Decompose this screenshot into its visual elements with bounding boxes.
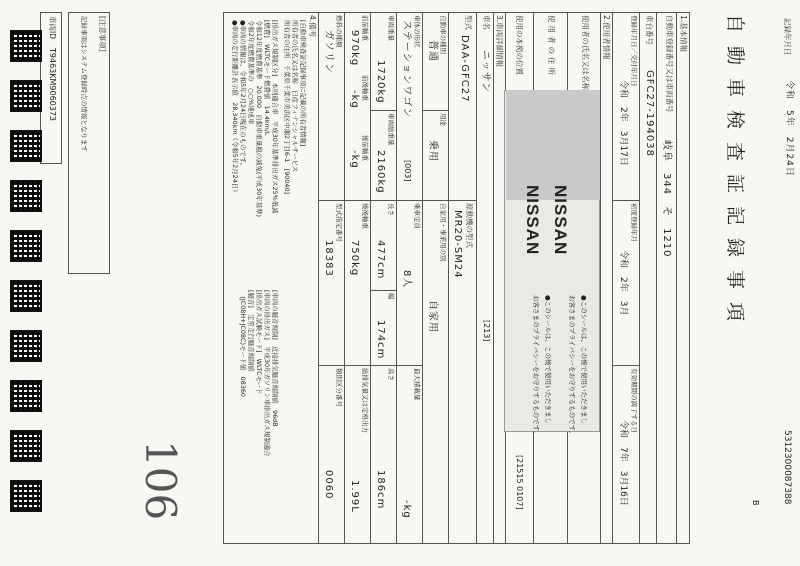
- type-approval-label: 型式指定番号: [335, 203, 343, 242]
- nissan-logo-2: NISSAN: [523, 185, 542, 256]
- category-label: 類別区分番号: [335, 368, 343, 407]
- remarks-line: [車両の騒音規制] 近接排気騒音規制値 96dB: [271, 290, 279, 427]
- notes-text: 記録事項はシステム登録時点の情報となります: [80, 16, 88, 152]
- remarks-line: [騒音] 定常走行騒音規制値: [247, 290, 255, 372]
- expiry-label: 有効期間の満了する日: [630, 368, 638, 433]
- qr-code-icon: [10, 280, 42, 312]
- maker-label: 車名: [482, 15, 491, 30]
- user-name-label: 使用者の氏名又は名称: [581, 15, 590, 90]
- qr-code-icon: [10, 330, 42, 362]
- base-location-label: 使用の本拠の位置: [515, 15, 524, 75]
- front-axle-label: 前前軸重: [361, 15, 369, 41]
- use-label: 用途: [439, 113, 447, 126]
- sticker-note-4: お客さまのプライバシーをお守りするものです。: [532, 295, 540, 438]
- postal-code: [21515 0107]: [515, 455, 524, 510]
- engine-model-value: MR20-SM24: [452, 210, 463, 279]
- fuel-value: ガソリン: [323, 30, 334, 74]
- initial-reg-value: 令和 2年 3月: [618, 250, 628, 316]
- document-number: 5312300087388: [782, 430, 792, 505]
- qr-code-icon: [10, 430, 42, 462]
- vehicle-id-value: T9463KM9060373: [48, 48, 57, 122]
- body-shape-value: ステーションワゴン: [401, 20, 412, 119]
- remarks-line: ●車両の走行距離計表示値 28,340km（令和5年2月24日）: [231, 20, 239, 196]
- remarks-line: (JC08H+JC08C)モード値 08360: [239, 290, 247, 397]
- rear-front-axle-value: -kg: [349, 150, 360, 169]
- vehicle-info-section-label: 3.車両詳細情報: [495, 15, 504, 68]
- body-shape-label: 車体の形状: [413, 15, 421, 48]
- maker-value: ニッサン: [480, 50, 491, 94]
- length-label: 長さ: [387, 203, 395, 216]
- maker-code: [213]: [482, 320, 491, 342]
- user-address-label: 使用者の住所: [547, 15, 556, 78]
- document-title: 自動車検査証記録事項: [724, 14, 746, 335]
- engine-model-label: 原動機の型式: [465, 203, 474, 248]
- qr-code-icon: [10, 380, 42, 412]
- gross-weight-label: 車両総重量: [387, 113, 395, 146]
- remarks-line: 令和12年度燃費基準 20.000 自動車重量税の減免(平成30年基準): [255, 20, 263, 217]
- qr-code-icon: [10, 130, 42, 162]
- rear-axle-label: 後後軸重: [361, 203, 369, 229]
- basic-info-section-label: 1.基本情報: [679, 15, 688, 53]
- length-value: 477cm: [375, 240, 386, 280]
- first-reg-value: 令和 2年 3月17日: [618, 80, 628, 166]
- remarks-line: [自動車検査証記録事項に記載の所有者情報]: [299, 20, 307, 147]
- displacement-value: 1.99L: [349, 480, 360, 513]
- max-load-label: 最大積載量: [413, 368, 421, 401]
- width-label: 幅: [387, 293, 395, 300]
- max-load-value: -kg: [401, 500, 412, 519]
- sticker-note-3: ●このシールは、この後で使用いただきまし: [544, 295, 552, 425]
- vehicle-type-value: 普通: [427, 40, 438, 62]
- capacity-value: 8人: [401, 270, 412, 289]
- category-value: 0060: [323, 470, 334, 500]
- height-label: 高さ: [387, 368, 395, 381]
- qr-code-icon: [10, 480, 42, 512]
- remarks-line: ●車両の情報は、令和5年2月24日現在のものです。: [239, 20, 247, 170]
- remarks-line: 令和2年度燃費基準の ○○%達成車: [247, 20, 255, 125]
- qr-code-icon: [10, 180, 42, 212]
- capacity-label: 乗車定員: [413, 203, 421, 229]
- notes-label: [注意事項]: [98, 16, 107, 52]
- initial-reg-label: 初度登録年月: [630, 203, 638, 242]
- gross-weight-value: 2160kg: [375, 150, 386, 194]
- record-date-label: 記録年月日: [783, 18, 792, 56]
- fuel-label: 燃料の種類: [335, 15, 343, 48]
- sticker-shadow: [506, 90, 600, 200]
- expiry-value: 令和 7年 3月16日: [618, 420, 628, 506]
- remarks-line: [排出ガス規制区分] 本則適合車 平成30年基準排出ガス25%低減: [271, 20, 279, 214]
- model-label: 型式: [464, 15, 473, 30]
- remarks-section-label: 4.備考: [308, 15, 317, 38]
- remarks-line: [燃費] WLTCモード燃費値 14.4km/L: [263, 20, 271, 136]
- use-value: 乗用: [427, 140, 438, 162]
- front-rear-axle-value: -kg: [349, 90, 360, 109]
- rear-front-axle-label: 後前軸重: [361, 135, 369, 161]
- private-business-label: 自家用・事業用の別: [439, 203, 447, 262]
- rear-axle-value: 750kg: [349, 240, 360, 277]
- sticker-note-1: ●このシールは、この後で使用いただきまし: [580, 295, 588, 425]
- registration-number-label: 自動車登録番号又は車両番号: [665, 15, 674, 113]
- sticker-note-2: お客さまのプライバシーをお守りするものです。: [568, 295, 576, 438]
- model-value: DAA-GFC27: [459, 35, 470, 103]
- vehicle-type-label: 自動車の種別: [439, 15, 447, 54]
- vehicle-id-label: 車両ID: [48, 16, 57, 39]
- front-rear-axle-label: 前後軸重: [361, 75, 369, 101]
- record-date-value: 令和 5年 2月24日: [784, 80, 794, 177]
- remarks-line: 所有者の氏名又は名称 日産フィナンシャルサービス: [291, 20, 299, 173]
- weight-label: 車両重量: [387, 15, 395, 41]
- qr-code-icon: [10, 230, 42, 262]
- handwritten-number: 106: [136, 440, 185, 521]
- body-shape-code: [003]: [403, 160, 412, 182]
- type-approval-value: 18383: [323, 240, 334, 277]
- remarks-line: 所有者の住所 千葉県千葉市美浜区中瀬2丁目6-1 [90040]: [283, 20, 291, 195]
- chassis-number-value: GFC27-194038: [644, 70, 655, 157]
- weight-value: 1720kg: [375, 60, 386, 104]
- qr-code-icon: [10, 80, 42, 112]
- remarks-line: [車両の排出ガス] 平成30年ガソリン車排出ガス規制適合: [263, 290, 271, 457]
- user-info-section-label: 2.使用者情報: [602, 15, 611, 60]
- qr-code-icon: [10, 30, 42, 62]
- code-b: B: [751, 500, 760, 506]
- remarks-line: [排出ガス試験モード] WLTCモード: [255, 290, 263, 395]
- registration-number-value: 岐阜 344 そ 1210: [661, 140, 672, 258]
- displacement-label: 総排気量又は定格出力: [361, 368, 369, 433]
- front-axle-value: 970kg: [349, 30, 360, 67]
- nissan-logo-1: NISSAN: [551, 185, 570, 256]
- width-value: 174cm: [375, 320, 386, 360]
- chassis-number-label: 車台番号: [645, 15, 654, 45]
- first-reg-label: 登録年月日／交付年月日: [630, 15, 638, 87]
- height-value: 186cm: [375, 470, 386, 510]
- private-business-value: 自家用: [427, 300, 438, 333]
